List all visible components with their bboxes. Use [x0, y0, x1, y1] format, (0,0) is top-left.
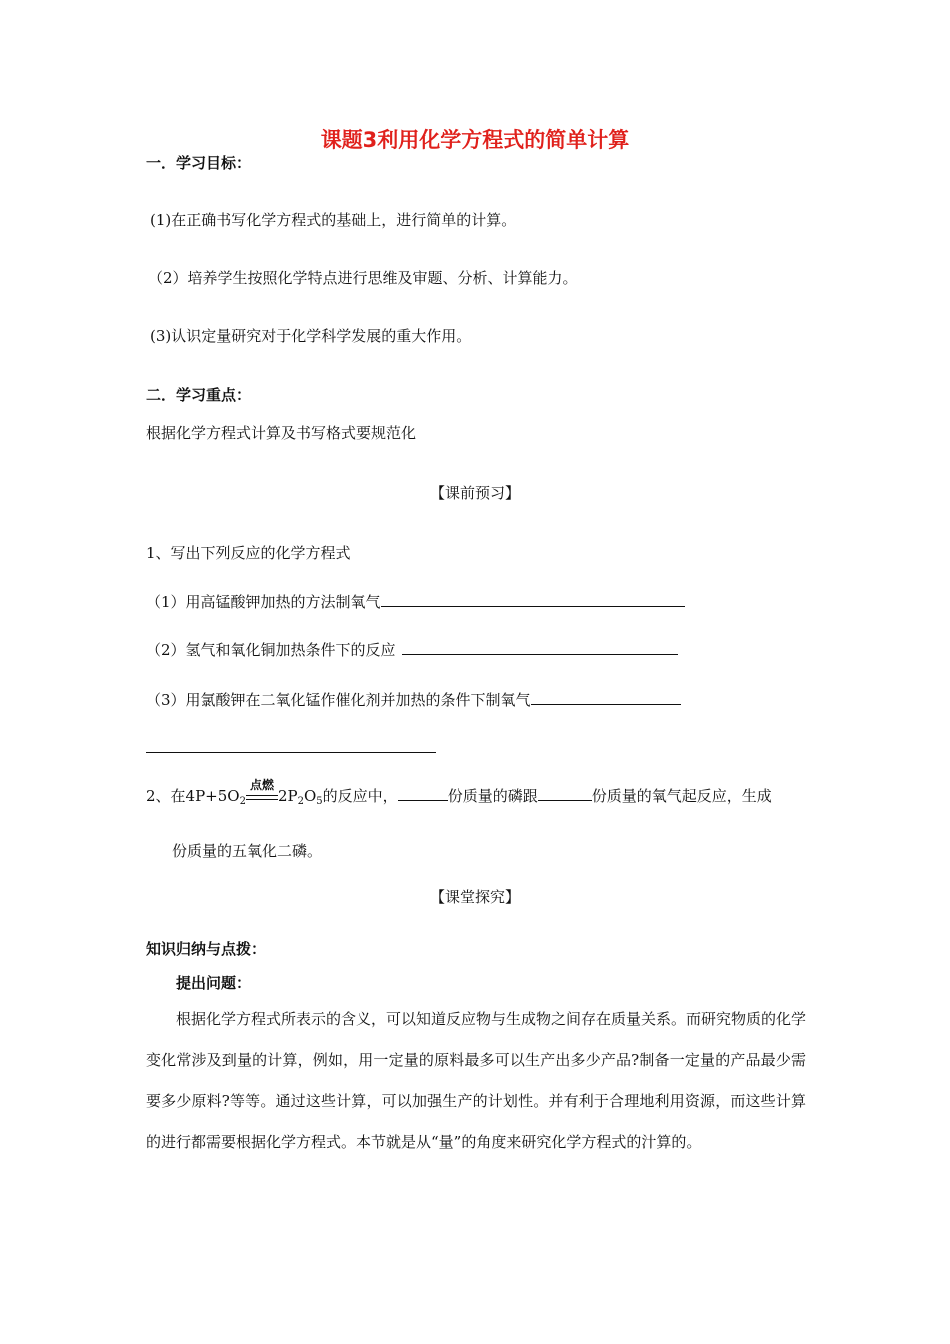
objective-item: (1)在正确书写化学方程式的基础上，进行简单的计算。	[150, 211, 517, 229]
knowledge-heading: 知识归纳与点拨：	[146, 940, 267, 958]
answer-blank[interactable]	[402, 638, 678, 655]
preview-question-1: 1、写出下列反应的化学方程式	[146, 544, 351, 562]
preview-item-label: （2）氢气和氧化铜加热条件下的反应	[146, 641, 396, 659]
answer-blank[interactable]	[538, 784, 592, 801]
preview-item-1	[146, 590, 685, 613]
reaction-condition: 点燃	[249, 778, 274, 792]
preview-item-3	[146, 688, 681, 711]
classroom-heading: 【课堂探究】	[429, 888, 520, 906]
key-points-heading: 二．学习重点：	[146, 386, 252, 404]
preview-item-label: （1）用高锰酸钾加热的方法制氧气	[146, 593, 381, 611]
equation-reactants: 4P+5O	[185, 787, 240, 805]
answer-blank[interactable]	[531, 688, 681, 705]
preview-question-2-line2: 份质量的五氧化二磷。	[172, 842, 323, 860]
objective-item: (3)认识定量研究对于化学科学发展的重大作用。	[150, 327, 472, 345]
q2-after-equation: 的反应中，	[322, 787, 398, 805]
preview-item-label: （3）用氯酸钾在二氧化锰作催化剂并加热的条件下制氧气	[146, 691, 531, 709]
intro-paragraph: 根据化学方程式所表示的含义，可以知道反应物与生成物之间存在质量关系。而研究物质的化学变化常涉及到量的计算，例如，用一定量的原料最多可以生产出多少产品?制备一定量的产品最少需要多少原料?等等。通过这些计算，可以加强生产的计划性。并有利于合理地利用资源，而这些计算的进行都需要根据化学方程式。本节就是从“量”的角度来研究化学方程式的汁算的。	[146, 1010, 807, 1151]
answer-blank[interactable]	[381, 590, 685, 607]
preview-heading: 【课前预习】	[429, 484, 520, 502]
equation-product-mid: O	[303, 787, 317, 805]
objective-item: （2）培养学生按照化学特点进行思维及审题、分析、计算能力。	[148, 269, 578, 287]
answer-blank-continued[interactable]	[146, 752, 436, 753]
reaction-equals-sign	[246, 778, 278, 804]
page-title: 课题3利用化学方程式的简单计算	[320, 128, 630, 152]
equation-subscript: 2	[239, 796, 246, 807]
q2-prefix: 2、在	[146, 787, 186, 805]
equation-subscript: 5	[316, 796, 323, 807]
answer-blank[interactable]	[398, 784, 448, 801]
q2-part2: 份质量的氧气起反应，生成	[591, 787, 772, 805]
question-heading: 提出问题：	[176, 974, 252, 992]
q2-part1: 份质量的磷跟	[447, 787, 538, 805]
objectives-heading: 一．学习目标：	[146, 154, 252, 172]
equation-product: 2P	[277, 787, 298, 805]
equation-subscript: 2	[297, 796, 304, 807]
preview-question-2	[146, 778, 772, 813]
preview-item-2	[146, 638, 678, 661]
key-points-text: 根据化学方程式计算及书写格式要规范化	[146, 424, 417, 442]
